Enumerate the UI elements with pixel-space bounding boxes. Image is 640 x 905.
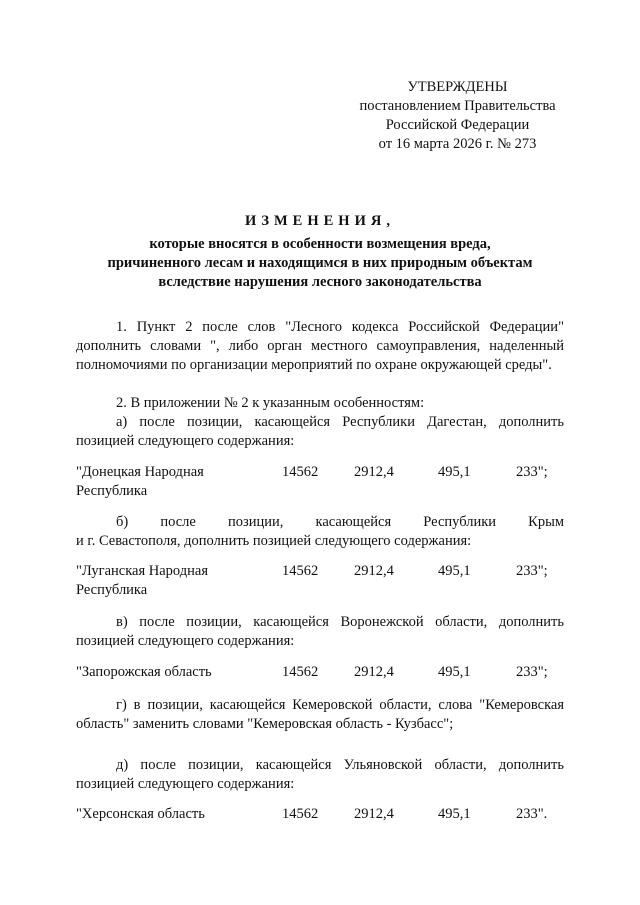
approval-stamp: [340, 78, 575, 154]
table-row: [76, 463, 564, 503]
approval-line-1: постановлением Правительства: [359, 98, 556, 114]
row-value-3: 495,1: [438, 563, 471, 579]
row-value-3: 495,1: [438, 806, 471, 822]
row-value-4: 233";: [516, 664, 548, 680]
row-name: "Запорожская область: [76, 664, 212, 680]
row-value-4: 233";: [516, 563, 548, 579]
document-title: [60, 212, 580, 292]
title-sub-1: которые вносятся в особенности возмещения вреда,: [149, 236, 491, 252]
row-name: "Луганская Народная Республика: [76, 563, 209, 598]
item-2d: д) после позиции, касающейся Ульяновской области, дополнить позицией следующего содержания:: [76, 757, 564, 792]
row-value-2: 2912,4: [354, 664, 394, 680]
title-sub-2: причиненного лесам и находящимся в них природным объектам: [107, 255, 533, 271]
item-2g: г) в позиции, касающейся Кемеровской области, слова "Кемеровская область" заменить словами "Кемеровская область - Кузбасс";: [76, 697, 564, 732]
title-sub-3: вследствие нарушения лесного законодательства: [158, 274, 482, 290]
item-2: 2. В приложении № 2 к указанным особенностям:: [116, 395, 425, 411]
table-row: [76, 562, 564, 602]
row-value-3: 495,1: [438, 664, 471, 680]
row-value-1: 14562: [282, 664, 319, 680]
table-row: [76, 805, 564, 845]
row-value-2: 2912,4: [354, 464, 394, 480]
row-value-3: 495,1: [438, 464, 471, 480]
row-name: "Донецкая Народная Республика: [76, 464, 204, 499]
row-value-4: 233";: [516, 464, 548, 480]
row-value-1: 14562: [282, 563, 319, 579]
row-value-2: 2912,4: [354, 563, 394, 579]
approval-line-3: от 16 марта 2026 г. № 273: [378, 136, 537, 152]
item-2a: а) после позиции, касающейся Республики Дагестан, дополнить позицией следующего содержания:: [76, 414, 564, 449]
item-1: 1. Пункт 2 после слов "Лесного кодекса Российской Федерации" дополнить словами ", либо орган местного самоуправления, наделенный полномочиями по организации мероприятий по охране окружающей среды".: [76, 319, 564, 373]
row-value-2: 2912,4: [354, 806, 394, 822]
item-2b-line-1: б) после позиции, касающейся Республики Крым: [116, 514, 564, 530]
row-value-1: 14562: [282, 464, 319, 480]
item-2v: в) после позиции, касающейся Воронежской области, дополнить позицией следующего содержания:: [76, 614, 564, 649]
item-2b-line-2: и г. Севастополя, дополнить позицией следующего содержания:: [76, 533, 472, 549]
row-value-1: 14562: [282, 806, 319, 822]
approval-line-2: Российской Федерации: [385, 117, 530, 133]
row-name: "Херсонская область: [76, 806, 205, 822]
title-main: ИЗМЕНЕНИЯ,: [245, 213, 395, 229]
row-value-4: 233".: [516, 806, 548, 822]
approval-heading: УТВЕРЖДЕНЫ: [407, 79, 508, 95]
